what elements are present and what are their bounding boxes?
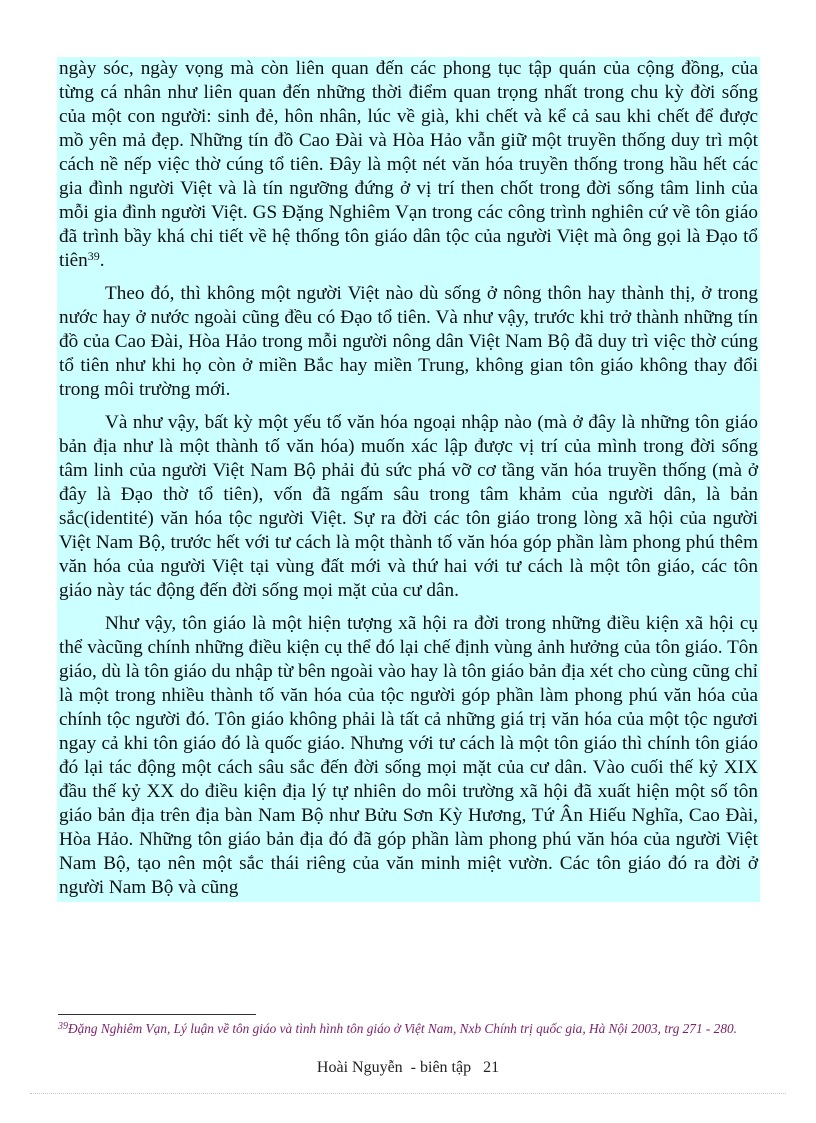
page-footer: Hoài Nguyễn - biên tập 21: [316, 1059, 500, 1076]
footnote-separator: [58, 1014, 256, 1015]
paragraph-1-tail: .: [99, 250, 105, 271]
paragraph-1-text: ngày sóc, ngày vọng mà còn liên quan đến các phong tục tập quán của cộng đồng, của từng cá nhân như liên quan đến những thời điểm quan trọng nhất trong chu kỳ đời sống của một con người: sinh đẻ, hôn nhân, lúc về già, khi chết và kể cả sau khi chết để được mồ yên mả đẹp. Những tín đồ Cao Đài và Hòa Hảo vẫn giữ một truyền thống duy trì một cách nề nếp việc thờ cúng tổ tiên. Đây là một nét văn hóa truyền thống trong hầu hết các gia đình người Việt và là tín ngưỡng đứng ở vị trí then chốt trong đời sống tâm linh của mỗi gia đình người Việt. GS Đặng Nghiêm Vạn trong các công trình nghiên cứ về tôn giáo đã trình bầy khá chi tiết về hệ thống tôn giáo dân tộc của người Việt mà ông gọi là Đạo tổ tiên: [59, 58, 758, 271]
paragraph-1: [57, 57, 760, 273]
paragraph-2: Theo đó, thì không một người Việt nào dù sống ở nông thôn hay thành thị, ở trong nước hay ở nước ngoài cũng đều có Đạo tổ tiên. Và như vậy, trước khi trở thành những tín đồ của Cao Đài, Hòa Hảo trong mỗi người nông dân Việt Nam Bộ đã duy trì việc thờ cúng tổ tiên như khi họ còn ở miền Bắc hay miền Trung, không gian tôn giáo không thay đổi trong môi trường mới.: [59, 283, 758, 400]
footnote-reference-39[interactable]: 39: [87, 249, 100, 263]
paragraph-3: Và như vậy, bất kỳ một yếu tố văn hóa ngoại nhập nào (mà ở đây là những tôn giáo bản địa như là một thành tố văn hóa) muốn xác lập được vị trí của mình trong đời sống tâm linh của người Việt Nam Bộ phải đủ sức phá vỡ cơ tầng văn hóa truyền thống (mà ở đây là Đạo thờ tổ tiên), vốn đã ngấm sâu trong tâm khảm của người dân, là bản sắc(identité) văn hóa tộc người Việt. Sự ra đời các tôn giáo trong lòng xã hội của người Việt Nam Bộ, trước hết với tư cách là một thành tố văn hóa góp phần làm phong phú thêm văn hóa của người Việt tại vùng đất mới và thứ hai với tư cách là một tôn giáo, các tôn giáo này tác động đến đời sống mọi mặt của cư dân.: [59, 412, 758, 601]
footnote-text: Đặng Nghiêm Vạn, Lý luận về tôn giáo và tình hình tôn giáo ở Việt Nam, Nxb Chính trị quốc gia, Hà Nội 2003, trg 271 - 280.: [68, 1021, 737, 1036]
highlighted-body-text: [57, 57, 760, 902]
page-bottom-dotted-border: [30, 1093, 786, 1094]
footnote-number: 39: [58, 1021, 68, 1032]
paragraph-4: Như vậy, tôn giáo là một hiện tượng xã hội ra đời trong những điều kiện xã hội cụ thể vàcũng chính những điều kiện cụ thể đó lại chế định vùng ảnh hưởng của tôn giáo. Tôn giáo, dù là tôn giáo du nhập từ bên ngoài vào hay là tôn giáo bản địa xét cho cùng cũng chỉ là một trong nhiều thành tố văn hóa của tộc người góp phần làm phong phú văn hóa của chính tộc người đó. Tôn giáo không phải là tất cả những giá trị văn hóa của một tộc ngươi ngay cả khi tôn giáo đó là quốc giáo. Nhưng với tư cách là một tôn giáo thì chính tôn giáo đó lại tác động một cách sâu sắc đến đời sống mọi mặt của cư dân. Vào cuối thế kỷ XIX đầu thế kỷ XX do điều kiện địa lý tự nhiên do môi trường xã hội đã xuất hiện một số tôn giáo bản địa trên địa bàn Nam Bộ như Bửu Sơn Kỳ Hương, Tứ Ân Hiếu Nghĩa, Cao Đài, Hòa Hảo. Những tôn giáo bản địa đó đã góp phần làm phong phú văn hóa của người Việt Nam Bộ, tạo nên một sắc thái riêng của văn minh miệt vườn. Các tôn giáo đó ra đời ở người Nam Bộ và cũng: [59, 613, 758, 898]
footnote-39: [58, 1020, 764, 1038]
